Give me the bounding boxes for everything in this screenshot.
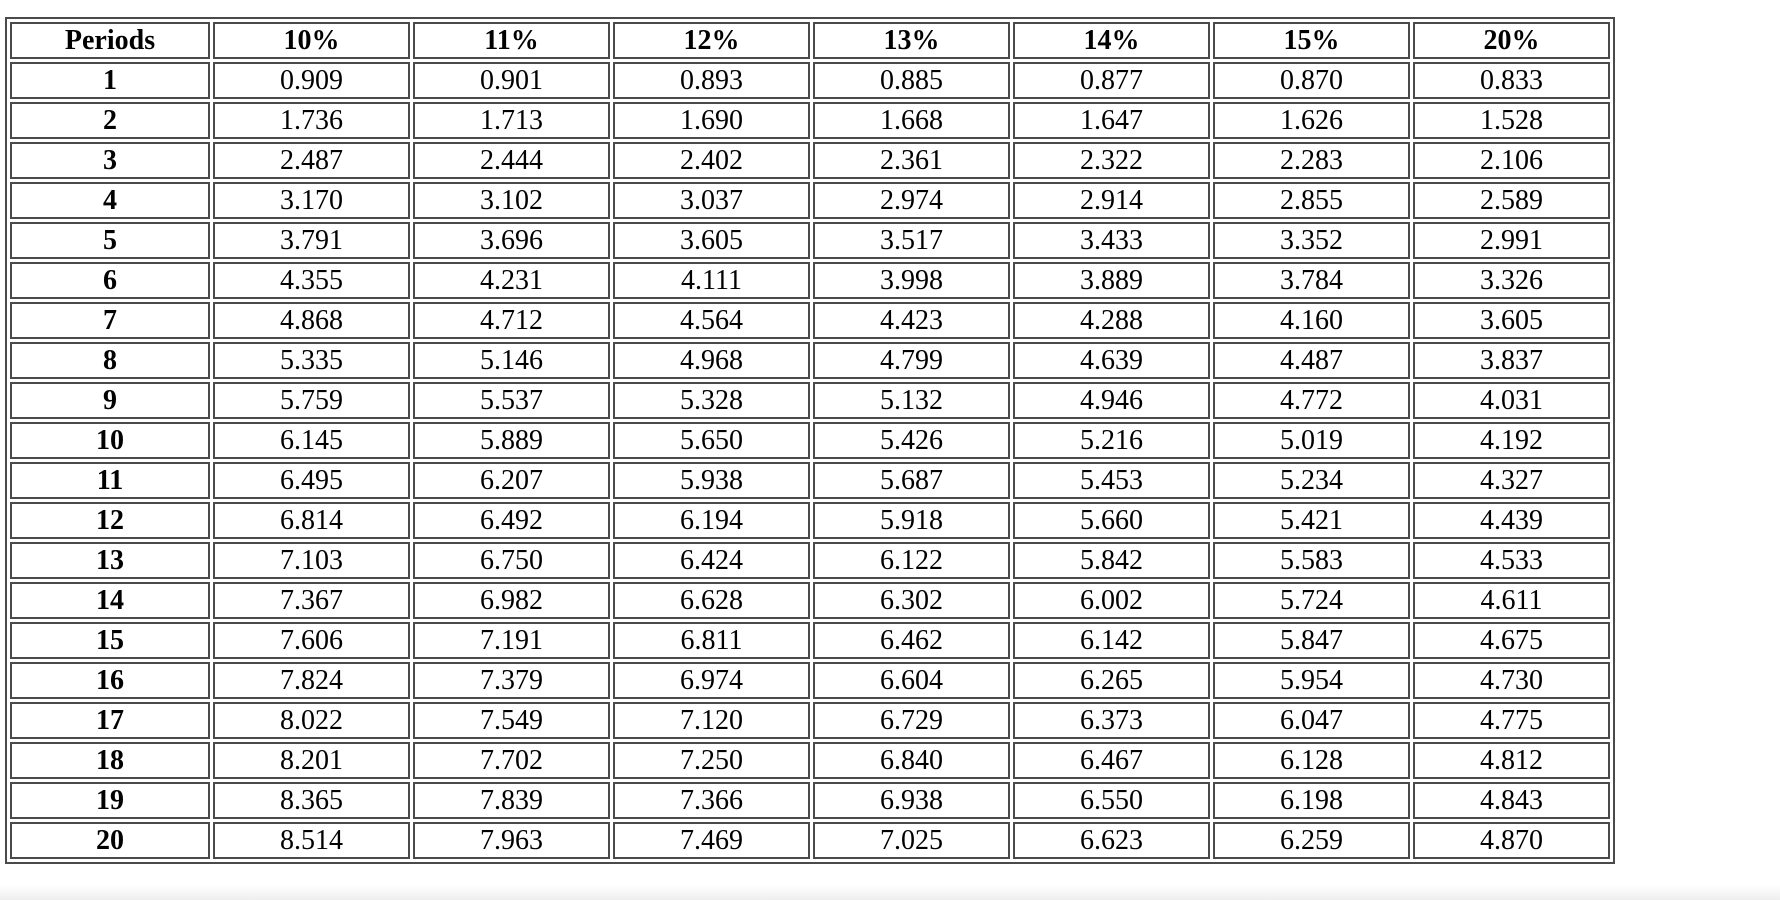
table-row <box>10 342 1610 379</box>
factor-cell: 7.606 <box>213 622 410 659</box>
factor-cell: 4.675 <box>1413 622 1610 659</box>
annuity-table-container <box>5 17 1605 864</box>
table-header-row <box>10 22 1610 59</box>
factor-cell: 6.198 <box>1213 782 1410 819</box>
factor-cell: 3.102 <box>413 182 610 219</box>
factor-cell: 7.824 <box>213 662 410 699</box>
table-row <box>10 782 1610 819</box>
factor-cell: 2.361 <box>813 142 1010 179</box>
factor-cell: 4.968 <box>613 342 810 379</box>
factor-cell: 7.103 <box>213 542 410 579</box>
factor-cell: 3.837 <box>1413 342 1610 379</box>
factor-cell: 6.811 <box>613 622 810 659</box>
table-row <box>10 622 1610 659</box>
factor-cell: 5.537 <box>413 382 610 419</box>
period-cell: 11 <box>10 462 210 499</box>
period-cell: 2 <box>10 102 210 139</box>
table-body <box>10 62 1610 859</box>
period-cell: 17 <box>10 702 210 739</box>
factor-cell: 6.604 <box>813 662 1010 699</box>
factor-cell: 8.365 <box>213 782 410 819</box>
factor-cell: 6.974 <box>613 662 810 699</box>
header-rate-20: 20% <box>1413 22 1610 59</box>
factor-cell: 1.647 <box>1013 102 1210 139</box>
header-rate-14: 14% <box>1013 22 1210 59</box>
table-row <box>10 822 1610 859</box>
period-cell: 6 <box>10 262 210 299</box>
factor-cell: 7.191 <box>413 622 610 659</box>
table-row <box>10 582 1610 619</box>
factor-cell: 3.433 <box>1013 222 1210 259</box>
factor-cell: 3.037 <box>613 182 810 219</box>
factor-cell: 2.402 <box>613 142 810 179</box>
factor-cell: 1.713 <box>413 102 610 139</box>
factor-cell: 2.991 <box>1413 222 1610 259</box>
factor-cell: 6.729 <box>813 702 1010 739</box>
factor-cell: 3.605 <box>1413 302 1610 339</box>
table-row <box>10 702 1610 739</box>
factor-cell: 4.799 <box>813 342 1010 379</box>
factor-cell: 2.322 <box>1013 142 1210 179</box>
period-cell: 3 <box>10 142 210 179</box>
factor-cell: 2.914 <box>1013 182 1210 219</box>
factor-cell: 6.047 <box>1213 702 1410 739</box>
factor-cell: 2.444 <box>413 142 610 179</box>
factor-cell: 6.750 <box>413 542 610 579</box>
table-row <box>10 742 1610 779</box>
table-row <box>10 502 1610 539</box>
period-cell: 10 <box>10 422 210 459</box>
header-rate-10: 10% <box>213 22 410 59</box>
factor-cell: 3.889 <box>1013 262 1210 299</box>
factor-cell: 6.145 <box>213 422 410 459</box>
factor-cell: 3.170 <box>213 182 410 219</box>
factor-cell: 6.623 <box>1013 822 1210 859</box>
factor-cell: 2.855 <box>1213 182 1410 219</box>
factor-cell: 3.784 <box>1213 262 1410 299</box>
bottom-edge-shade <box>0 885 1780 900</box>
factor-cell: 4.639 <box>1013 342 1210 379</box>
period-cell: 15 <box>10 622 210 659</box>
period-cell: 4 <box>10 182 210 219</box>
table-row <box>10 102 1610 139</box>
factor-cell: 0.901 <box>413 62 610 99</box>
factor-cell: 6.373 <box>1013 702 1210 739</box>
period-cell: 13 <box>10 542 210 579</box>
factor-cell: 0.893 <box>613 62 810 99</box>
factor-cell: 5.426 <box>813 422 1010 459</box>
period-cell: 18 <box>10 742 210 779</box>
period-cell: 16 <box>10 662 210 699</box>
factor-cell: 4.231 <box>413 262 610 299</box>
factor-cell: 4.288 <box>1013 302 1210 339</box>
period-cell: 9 <box>10 382 210 419</box>
factor-cell: 6.628 <box>613 582 810 619</box>
factor-cell: 6.424 <box>613 542 810 579</box>
header-rate-12: 12% <box>613 22 810 59</box>
factor-cell: 1.736 <box>213 102 410 139</box>
factor-cell: 3.696 <box>413 222 610 259</box>
factor-cell: 7.120 <box>613 702 810 739</box>
factor-cell: 5.687 <box>813 462 1010 499</box>
factor-cell: 0.870 <box>1213 62 1410 99</box>
factor-cell: 5.938 <box>613 462 810 499</box>
factor-cell: 5.328 <box>613 382 810 419</box>
header-rate-11: 11% <box>413 22 610 59</box>
factor-cell: 6.550 <box>1013 782 1210 819</box>
factor-cell: 5.132 <box>813 382 1010 419</box>
factor-cell: 4.439 <box>1413 502 1610 539</box>
factor-cell: 6.840 <box>813 742 1010 779</box>
factor-cell: 6.495 <box>213 462 410 499</box>
factor-cell: 3.326 <box>1413 262 1610 299</box>
factor-cell: 2.487 <box>213 142 410 179</box>
factor-cell: 5.954 <box>1213 662 1410 699</box>
header-rate-15: 15% <box>1213 22 1410 59</box>
factor-cell: 5.650 <box>613 422 810 459</box>
factor-cell: 7.469 <box>613 822 810 859</box>
factor-cell: 7.367 <box>213 582 410 619</box>
factor-cell: 4.712 <box>413 302 610 339</box>
factor-cell: 4.868 <box>213 302 410 339</box>
factor-cell: 4.533 <box>1413 542 1610 579</box>
table-row <box>10 662 1610 699</box>
factor-cell: 5.335 <box>213 342 410 379</box>
header-rate-13: 13% <box>813 22 1010 59</box>
table-row <box>10 462 1610 499</box>
factor-cell: 5.889 <box>413 422 610 459</box>
factor-cell: 3.605 <box>613 222 810 259</box>
period-cell: 1 <box>10 62 210 99</box>
factor-cell: 4.327 <box>1413 462 1610 499</box>
factor-cell: 6.814 <box>213 502 410 539</box>
factor-cell: 2.106 <box>1413 142 1610 179</box>
factor-cell: 4.772 <box>1213 382 1410 419</box>
factor-cell: 6.259 <box>1213 822 1410 859</box>
factor-cell: 5.583 <box>1213 542 1410 579</box>
factor-cell: 0.885 <box>813 62 1010 99</box>
factor-cell: 6.982 <box>413 582 610 619</box>
factor-cell: 6.002 <box>1013 582 1210 619</box>
header-periods: Periods <box>10 22 210 59</box>
factor-cell: 4.946 <box>1013 382 1210 419</box>
factor-cell: 5.918 <box>813 502 1010 539</box>
factor-cell: 1.528 <box>1413 102 1610 139</box>
factor-cell: 6.194 <box>613 502 810 539</box>
factor-cell: 5.234 <box>1213 462 1410 499</box>
factor-cell: 4.812 <box>1413 742 1610 779</box>
factor-cell: 6.492 <box>413 502 610 539</box>
factor-cell: 4.487 <box>1213 342 1410 379</box>
factor-cell: 2.974 <box>813 182 1010 219</box>
factor-cell: 3.791 <box>213 222 410 259</box>
factor-cell: 3.352 <box>1213 222 1410 259</box>
factor-cell: 2.589 <box>1413 182 1610 219</box>
factor-cell: 4.111 <box>613 262 810 299</box>
factor-cell: 7.250 <box>613 742 810 779</box>
present-value-annuity-table <box>5 17 1615 864</box>
factor-cell: 0.909 <box>213 62 410 99</box>
factor-cell: 1.668 <box>813 102 1010 139</box>
factor-cell: 7.025 <box>813 822 1010 859</box>
period-cell: 12 <box>10 502 210 539</box>
factor-cell: 4.870 <box>1413 822 1610 859</box>
factor-cell: 0.833 <box>1413 62 1610 99</box>
table-row <box>10 182 1610 219</box>
factor-cell: 6.462 <box>813 622 1010 659</box>
factor-cell: 2.283 <box>1213 142 1410 179</box>
factor-cell: 7.963 <box>413 822 610 859</box>
factor-cell: 8.514 <box>213 822 410 859</box>
factor-cell: 5.453 <box>1013 462 1210 499</box>
factor-cell: 5.660 <box>1013 502 1210 539</box>
factor-cell: 4.355 <box>213 262 410 299</box>
table-row <box>10 302 1610 339</box>
factor-cell: 4.611 <box>1413 582 1610 619</box>
factor-cell: 8.022 <box>213 702 410 739</box>
factor-cell: 6.128 <box>1213 742 1410 779</box>
factor-cell: 5.421 <box>1213 502 1410 539</box>
factor-cell: 5.019 <box>1213 422 1410 459</box>
factor-cell: 5.847 <box>1213 622 1410 659</box>
factor-cell: 6.142 <box>1013 622 1210 659</box>
table-row <box>10 62 1610 99</box>
factor-cell: 4.775 <box>1413 702 1610 739</box>
factor-cell: 3.517 <box>813 222 1010 259</box>
factor-cell: 5.759 <box>213 382 410 419</box>
factor-cell: 4.192 <box>1413 422 1610 459</box>
table-row <box>10 422 1610 459</box>
factor-cell: 8.201 <box>213 742 410 779</box>
factor-cell: 0.877 <box>1013 62 1210 99</box>
table-row <box>10 142 1610 179</box>
factor-cell: 6.207 <box>413 462 610 499</box>
factor-cell: 7.366 <box>613 782 810 819</box>
period-cell: 14 <box>10 582 210 619</box>
factor-cell: 6.122 <box>813 542 1010 579</box>
factor-cell: 4.031 <box>1413 382 1610 419</box>
factor-cell: 4.564 <box>613 302 810 339</box>
factor-cell: 4.843 <box>1413 782 1610 819</box>
period-cell: 20 <box>10 822 210 859</box>
factor-cell: 7.839 <box>413 782 610 819</box>
factor-cell: 5.842 <box>1013 542 1210 579</box>
table-row <box>10 542 1610 579</box>
period-cell: 5 <box>10 222 210 259</box>
factor-cell: 4.423 <box>813 302 1010 339</box>
factor-cell: 6.467 <box>1013 742 1210 779</box>
factor-cell: 3.998 <box>813 262 1010 299</box>
factor-cell: 5.724 <box>1213 582 1410 619</box>
factor-cell: 7.379 <box>413 662 610 699</box>
period-cell: 8 <box>10 342 210 379</box>
factor-cell: 6.938 <box>813 782 1010 819</box>
period-cell: 7 <box>10 302 210 339</box>
period-cell: 19 <box>10 782 210 819</box>
factor-cell: 6.302 <box>813 582 1010 619</box>
factor-cell: 5.146 <box>413 342 610 379</box>
table-row <box>10 222 1610 259</box>
factor-cell: 6.265 <box>1013 662 1210 699</box>
factor-cell: 7.549 <box>413 702 610 739</box>
factor-cell: 1.626 <box>1213 102 1410 139</box>
factor-cell: 4.160 <box>1213 302 1410 339</box>
factor-cell: 5.216 <box>1013 422 1210 459</box>
table-row <box>10 262 1610 299</box>
factor-cell: 4.730 <box>1413 662 1610 699</box>
factor-cell: 1.690 <box>613 102 810 139</box>
table-row <box>10 382 1610 419</box>
factor-cell: 7.702 <box>413 742 610 779</box>
